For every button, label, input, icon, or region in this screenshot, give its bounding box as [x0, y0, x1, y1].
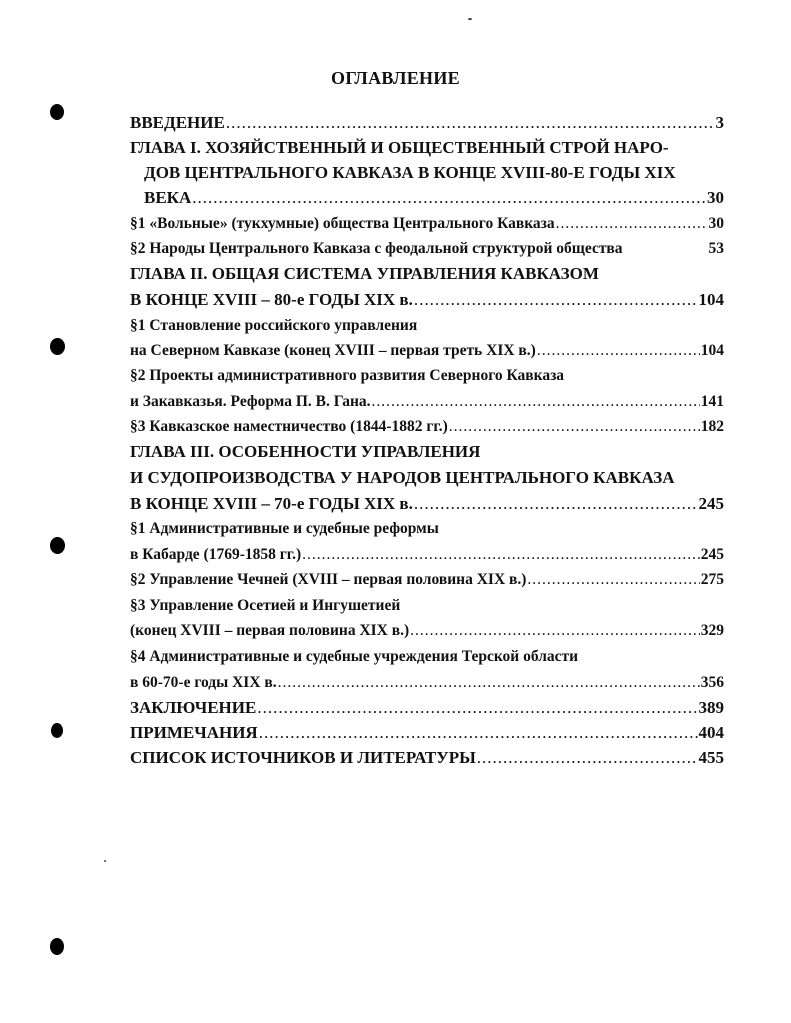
toc-page-number: 30 — [708, 215, 724, 232]
toc-entry-title: В КОНЦЕ XVIII – 70-е ГОДЫ XIX в. — [130, 494, 413, 513]
scan-blot — [50, 938, 64, 955]
toc-entry-introduction[interactable] — [130, 112, 724, 134]
leader-dots — [410, 621, 700, 641]
toc-entry-title: в 60-70-е годы XIX в. — [130, 674, 277, 691]
leader-dots — [302, 545, 700, 565]
leader-dots — [278, 673, 700, 693]
toc-entry-sources[interactable] — [130, 747, 724, 769]
toc-section-2-2[interactable] — [130, 392, 724, 412]
leader-dots — [477, 747, 698, 769]
toc-section-3-3[interactable] — [130, 621, 724, 641]
leader-dots — [257, 697, 697, 719]
toc-page-number: 53 — [708, 240, 724, 257]
toc-section-2-2-line1[interactable]: §2 Проекты административного развития Северного Кавказа — [130, 367, 565, 384]
toc-chapter-2[interactable] — [130, 289, 724, 311]
toc-section-3-4-line1[interactable]: §4 Административные и судебные учреждения Терской области — [130, 648, 579, 665]
toc-page-number: 141 — [700, 393, 724, 410]
toc-section-2-3[interactable] — [130, 417, 724, 437]
toc-chapter-1[interactable] — [144, 187, 724, 209]
scan-blot — [50, 104, 64, 120]
toc-chapter-2-heading-line1[interactable]: ГЛАВА II. ОБЩАЯ СИСТЕМА УПРАВЛЕНИЯ КАВКАЗОМ — [130, 264, 599, 283]
leader-dots — [414, 493, 698, 515]
toc-entry-title: §2 Управление Чечней (XVIII – первая половина XIX в.) — [130, 571, 527, 588]
toc-entry-title: (конец XVIII – первая половина XIX в.) — [130, 622, 410, 639]
leader-dots — [226, 112, 715, 134]
toc-page-number: 245 — [698, 494, 724, 513]
leader-dots — [556, 214, 708, 234]
toc-entry-title: ПРИМЕЧАНИЯ — [130, 723, 258, 742]
toc-entry-title: §1 «Вольные» (тукхумные) общества Центрального Кавказа — [130, 215, 555, 232]
page-title: ОГЛАВЛЕНИЕ — [331, 68, 460, 88]
toc-chapter-3[interactable] — [130, 493, 724, 515]
scan-blot — [51, 723, 63, 738]
scan-speck — [104, 860, 106, 862]
toc-page-number: 389 — [698, 698, 724, 717]
scan-blot — [50, 537, 65, 554]
toc-entry-title: на Северном Кавказе (конец XVIII – первая треть XIX в.) — [130, 342, 536, 359]
scan-speck — [468, 18, 472, 20]
toc-entry-title: В КОНЦЕ XVIII – 80-е ГОДЫ XIX в. — [130, 290, 413, 309]
toc-entry-title: ВВЕДЕНИЕ — [130, 113, 225, 132]
toc-page-number: 329 — [700, 622, 724, 639]
toc-section-3-2[interactable] — [130, 570, 724, 590]
leader-dots — [372, 392, 700, 412]
toc-chapter-3-heading-line2[interactable]: И СУДОПРОИЗВОДСТВА У НАРОДОВ ЦЕНТРАЛЬНОГО КАВКАЗА — [130, 468, 675, 487]
toc-section-2-1-line1[interactable]: §1 Становление российского управления — [130, 317, 418, 334]
toc-section-3-4[interactable] — [130, 673, 724, 693]
scan-blot — [50, 338, 65, 355]
toc-section-1-1[interactable] — [130, 214, 724, 234]
toc-page-number: 104 — [700, 342, 724, 359]
toc-entry-title: §3 Кавказское наместничество (1844-1882 гг.) — [130, 418, 448, 435]
leader-dots — [537, 341, 700, 361]
toc-entry-title: ВЕКА — [144, 188, 192, 207]
leader-dots — [192, 187, 706, 209]
toc-page-number: 182 — [700, 418, 724, 435]
toc-entry-title: СПИСОК ИСТОЧНИКОВ И ЛИТЕРАТУРЫ — [130, 748, 476, 767]
toc-section-3-1-line1[interactable]: §1 Административные и судебные реформы — [130, 520, 439, 537]
toc-entry-title: ЗАКЛЮЧЕНИЕ — [130, 698, 257, 717]
toc-page-number: 356 — [700, 674, 724, 691]
toc-section-3-1[interactable] — [130, 545, 724, 565]
toc-entry-conclusion[interactable] — [130, 697, 724, 719]
leader-dots — [414, 289, 698, 311]
toc-page-number: 104 — [698, 290, 724, 309]
toc-entry-title: §2 Народы Центрального Кавказа с феодальной структурой общества — [130, 240, 623, 257]
toc-page-number: 404 — [698, 723, 724, 742]
toc-section-1-2[interactable] — [130, 239, 724, 259]
toc-chapter-3-heading-line1[interactable]: ГЛАВА III. ОСОБЕННОСТИ УПРАВЛЕНИЯ — [130, 442, 481, 461]
toc-section-3-3-line1[interactable]: §3 Управление Осетией и Ингушетией — [130, 597, 401, 614]
toc-page-number: 455 — [698, 748, 724, 767]
toc-page-number: 3 — [715, 113, 724, 132]
leader-dots — [259, 722, 698, 744]
toc-entry-notes[interactable] — [130, 722, 724, 744]
toc-page-number: 275 — [700, 571, 724, 588]
toc-entry-title: в Кабарде (1769-1858 гг.) — [130, 546, 302, 563]
toc-entry-title: и Закавказья. Реформа П. В. Гана. — [130, 393, 371, 410]
toc-chapter-1-heading-line1[interactable]: ГЛАВА I. ХОЗЯЙСТВЕННЫЙ И ОБЩЕСТВЕННЫЙ СТРОЙ НАРО- — [130, 138, 669, 157]
toc-page-number: 245 — [700, 546, 724, 563]
leader-dots — [449, 417, 700, 437]
leader-dots — [527, 570, 699, 590]
toc-page-number: 30 — [707, 188, 724, 207]
toc-section-2-1[interactable] — [130, 341, 724, 361]
toc-chapter-1-heading-line2[interactable]: ДОВ ЦЕНТРАЛЬНОГО КАВКАЗА В КОНЦЕ XVIII-80-Е ГОДЫ XIX — [144, 163, 676, 182]
